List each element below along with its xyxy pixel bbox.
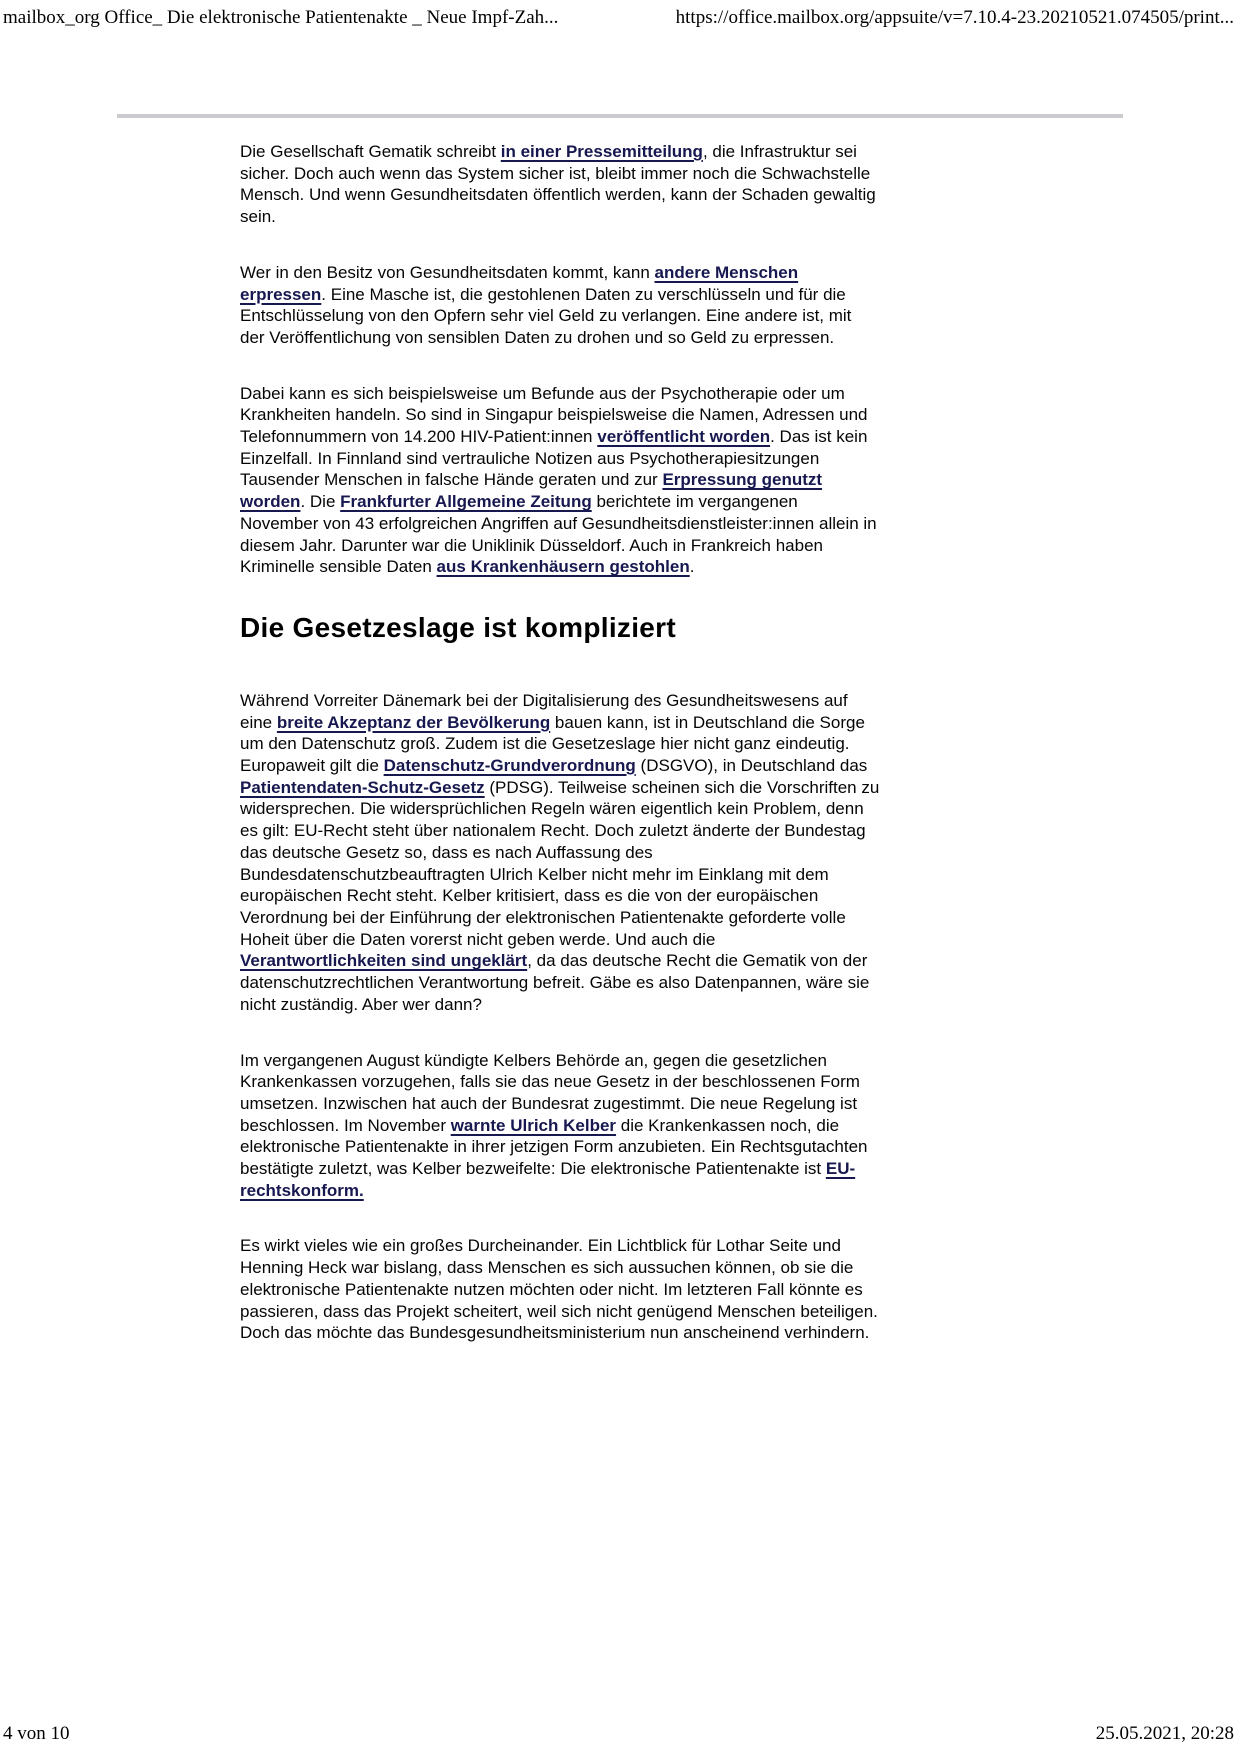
text-run: bauen kann, ist in Deutschland die Sorge um den Datenschutz groß. Zudem ist die Gesetzeslage hier nicht ganz eindeutig. Europaweit gilt die [240,712,865,776]
paragraph [240,690,880,1016]
section-heading: Die Gesetzeslage ist kompliziert [240,611,676,643]
paragraph [240,141,880,228]
article-link[interactable]: EU-rechtskonform. [240,1159,856,1200]
article-link[interactable]: Verantwortlichkeiten sind ungeklärt [240,951,528,971]
print-timestamp: 25.05.2021, 20:28 [1095,1723,1234,1744]
paragraph [240,1050,880,1202]
article-link[interactable]: Datenschutz-Grundverordnung [383,756,636,776]
article-link[interactable]: andere Menschen erpressen [240,262,799,304]
text-run: (PDSG). Teilweise scheinen sich die Vorschriften zu widersprechen. Die widersprüchlichen Regeln wären eigentlich kein Problem, denn es gilt: EU-Recht steht über nationalem Recht. Doch zuletzt änderte der Bundestag das deutsche Gesetz so, dass es nach Auffassung des Bundesdatenschutzbeauftragten Ulrich Kelber nicht mehr im Einklang mit dem europäischen Recht steht. Kelber kritisiert, dass es die von der europäischen Verordnung bei der Einführung der elektronischen Patientenakte geforderte volle Hoheit über die Daten vorerst nicht geben werde. Und auch die [240,777,880,949]
text-run: . [689,557,695,577]
article-link[interactable]: warnte Ulrich Kelber [450,1115,617,1135]
page-indicator: 4 von 10 [3,1723,70,1744]
article-link[interactable]: Patientendaten-Schutz-Gesetz [240,777,485,797]
text-run: Es wirkt vieles wie ein großes Durcheinander. Ein Lichtblick für Lothar Seite und Henning Heck war bislang, dass Menschen es sich aussuchen können, ob sie die elektronische Patientenakte nutzen möchten oder nicht. Im letzteren Fall könnte es passieren, dass das Projekt scheitert, weil sich nicht genügend Menschen beteiligen. Doch das möchte das Bundesgesundheitsministerium nun anscheinend verhindern. [240,1236,878,1343]
text-run: . Die [300,492,341,512]
print-header-title: mailbox_org Office_ Die elektronische Patientenakte _ Neue Impf-Zah... [3,7,559,28]
paragraph [240,1235,880,1344]
paragraph [240,262,880,349]
paragraph [240,383,880,578]
article-link[interactable]: Frankfurter Allgemeine Zeitung [340,492,592,512]
print-footer [3,1723,1234,1745]
text-run: , da das deutsche Recht die Gematik von der datenschutzrechtlichen Verantwortung befreit. Gäbe es also Datenpannen, wäre sie nicht zuständig. Aber wer dann? [240,951,870,1014]
article-link[interactable]: veröffentlicht worden [597,427,771,447]
article-link[interactable]: in einer Pressemitteilung [500,142,703,161]
text-run: die Krankenkassen noch, die elektronische Patientenakte in ihrer jetzigen Form anzubieten. Ein Rechtsgutachten bestätigte zuletzt, was Kelber bezweifelte: Die elektronische Patientenakte ist [240,1115,868,1179]
header-divider-rule [117,114,1123,118]
article-link[interactable]: aus Krankenhäusern gestohlen [436,557,690,577]
text-run: Wer in den Besitz von Gesundheitsdaten kommt, kann [240,262,655,282]
article-link[interactable]: breite Akzeptanz der Bevölkerung [276,712,551,732]
print-header-url: https://office.mailbox.org/appsuite/v=7.10.4-23.20210521.074505/print... [675,7,1234,28]
article-link[interactable]: Erpressung genutzt worden [240,470,823,512]
text-run: Dabei kann es sich beispielsweise um Befunde aus der Psychotherapie oder um Krankheiten handeln. So sind in Singapur beispielsweise die Namen, Adressen und Telefonnummern von 14.200 HIV-Patient:innen [240,383,868,447]
text-run: berichtete im vergangenen November von 43 erfolgreichen Angriffen auf Gesundheitsdienstleister:innen allein in diesem Jahr. Darunter war die Uniklinik Düsseldorf. Auch in Frankreich haben Kriminelle sensible Daten [240,492,877,577]
article-body [240,141,880,1378]
text-run: . Das ist kein Einzelfall. In Finnland sind vertrauliche Notizen aus Psychotherapiesitzungen Tausender Menschen in falsche Hände geraten und zur [240,427,868,490]
text-run: Während Vorreiter Dänemark bei der Digitalisierung des Gesundheitswesens auf eine [240,690,848,732]
print-header [3,7,1234,29]
text-run: (DSGVO), in Deutschland das [635,756,868,776]
text-run: , die Infrastruktur sei sicher. Doch auch wenn das System sicher ist, bleibt immer noch die Schwachstelle Mensch. Und wenn Gesundheitsdaten öffentlich werden, kann der Schaden gewaltig sein. [240,142,876,227]
text-run: . Eine Masche ist, die gestohlenen Daten zu verschlüsseln und für die Entschlüsselung von den Opfern sehr viel Geld zu verlangen. Eine andere ist, mit der Veröffentlichung von sensiblen Daten zu drohen und so Geld zu erpressen. [240,284,852,347]
text-run: Im vergangenen August kündigte Kelbers Behörde an, gegen die gesetzlichen Krankenkassen vorzugehen, falls sie das neue Gesetz in der beschlossenen Form umsetzen. Inzwischen hat auch der Bundesrat zugestimmt. Die neue Regelung ist beschlossen. Im November [240,1050,860,1135]
text-run: Die Gesellschaft Gematik schreibt [240,142,501,161]
